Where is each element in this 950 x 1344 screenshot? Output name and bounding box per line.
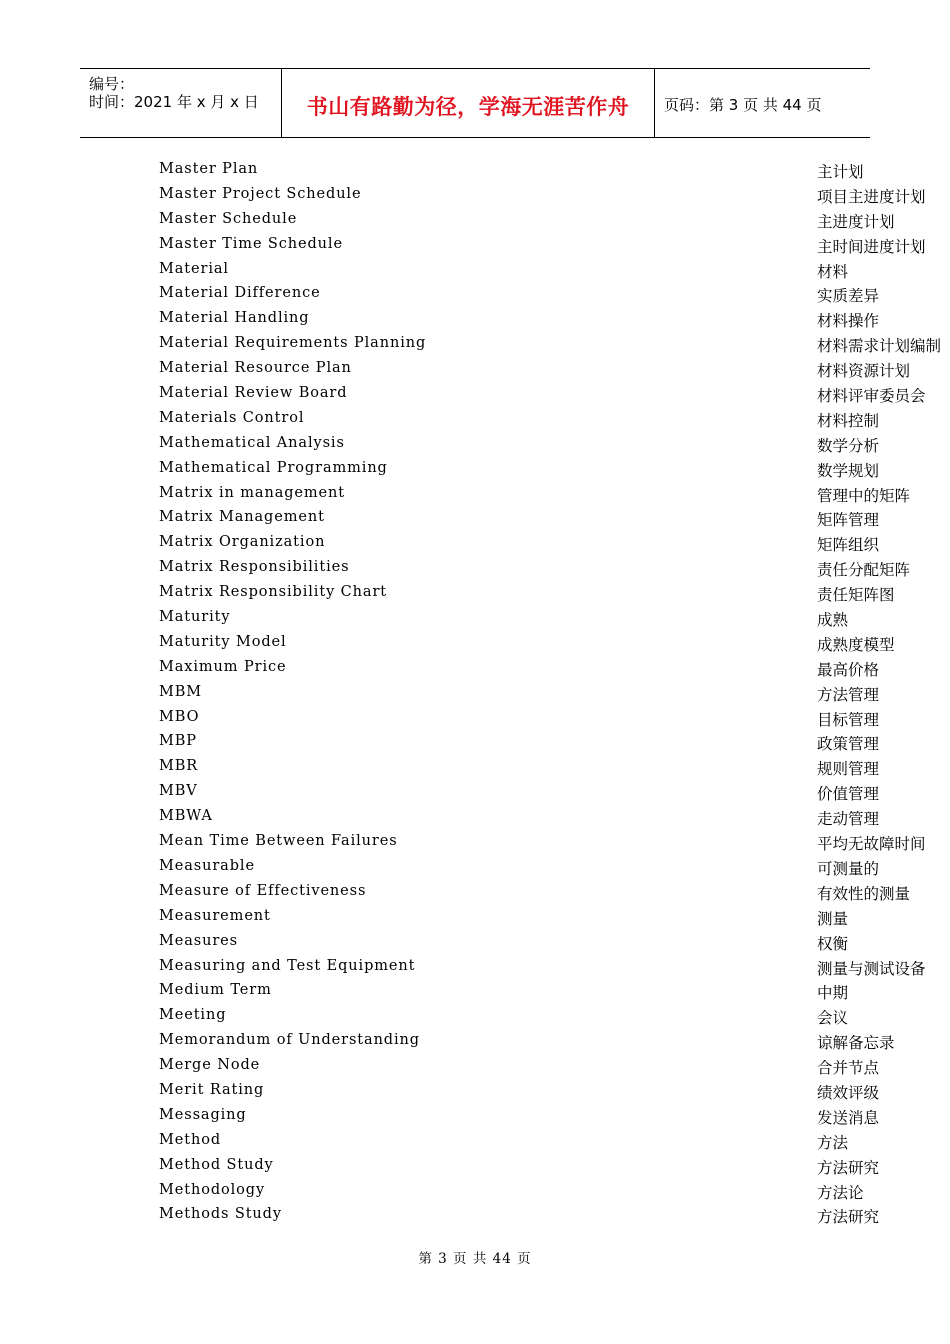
header-slogan-cell (281, 69, 655, 137)
glossary-row (0, 184, 950, 209)
term-chinese: 最高价格 (817, 660, 880, 679)
term-english: Matrix Management (159, 509, 325, 526)
glossary-row (0, 234, 950, 259)
glossary-row (0, 756, 950, 781)
glossary-row (0, 881, 950, 906)
term-english: Maturity (159, 609, 231, 626)
term-chinese: 方法研究 (817, 1158, 880, 1177)
term-english: Maturity Model (159, 633, 287, 650)
term-english: MBWA (159, 808, 213, 825)
term-english: MBV (159, 783, 198, 800)
glossary-row (0, 1155, 950, 1180)
term-chinese: 材料 (817, 262, 849, 281)
glossary-row (0, 408, 950, 433)
term-chinese: 实质差异 (817, 287, 880, 306)
term-chinese: 方法研究 (817, 1208, 880, 1227)
term-english: Memorandum of Understanding (159, 1032, 420, 1049)
term-english: Matrix in management (159, 484, 345, 501)
document-number-label: 编号： (89, 75, 135, 93)
term-chinese: 中期 (817, 984, 849, 1003)
glossary-list (0, 159, 950, 1229)
term-chinese: 权衡 (817, 934, 849, 953)
term-chinese: 管理中的矩阵 (817, 486, 911, 505)
term-chinese: 会议 (817, 1009, 849, 1028)
glossary-row (0, 806, 950, 831)
term-chinese: 成熟 (817, 611, 849, 630)
term-chinese: 项目主进度计划 (817, 187, 926, 206)
term-english: Method (159, 1131, 222, 1148)
term-chinese: 谅解备忘录 (817, 1034, 895, 1053)
term-chinese: 矩阵组织 (817, 536, 880, 555)
glossary-row (0, 980, 950, 1005)
term-english: Matrix Responsibility Chart (159, 584, 388, 601)
glossary-row (0, 283, 950, 308)
glossary-row (0, 507, 950, 532)
term-english: Measure of Effectiveness (159, 882, 367, 899)
glossary-row (0, 831, 950, 856)
glossary-row (0, 1080, 950, 1105)
term-chinese: 材料资源计划 (817, 362, 911, 381)
glossary-row (0, 731, 950, 756)
glossary-row (0, 707, 950, 732)
term-english: Mathematical Programming (159, 459, 388, 476)
term-english: Merge Node (159, 1057, 261, 1074)
glossary-row (0, 159, 950, 184)
term-chinese: 责任分配矩阵 (817, 561, 911, 580)
term-english: Maximum Price (159, 658, 287, 675)
term-english: Mean Time Between Failures (159, 833, 398, 850)
term-english: Material Resource Plan (159, 360, 352, 377)
term-chinese: 测量与测试设备 (817, 959, 926, 978)
term-chinese: 有效性的测量 (817, 884, 911, 903)
glossary-row (0, 607, 950, 632)
glossary-row (0, 358, 950, 383)
page-footer: 第 3 页 共 44 页 (418, 1251, 532, 1267)
glossary-row (0, 856, 950, 881)
glossary-row (0, 433, 950, 458)
term-chinese: 绩效评级 (817, 1083, 880, 1102)
term-chinese: 目标管理 (817, 710, 880, 729)
glossary-row (0, 458, 950, 483)
header-info-cell (80, 69, 280, 137)
term-english: Master Project Schedule (159, 185, 362, 202)
term-chinese: 方法管理 (817, 685, 880, 704)
term-english: Materials Control (159, 409, 305, 426)
term-chinese: 成熟度模型 (817, 635, 895, 654)
term-chinese: 测量 (817, 909, 849, 928)
glossary-row (0, 1130, 950, 1155)
term-english: Material Review Board (159, 385, 348, 402)
glossary-row (0, 1180, 950, 1205)
term-english: Messaging (159, 1106, 247, 1123)
term-english: Measurable (159, 857, 255, 874)
term-english: Material (159, 260, 229, 277)
glossary-row (0, 1204, 950, 1229)
glossary-row (0, 1030, 950, 1055)
term-chinese: 材料评审委员会 (817, 387, 926, 406)
glossary-row (0, 1005, 950, 1030)
term-chinese: 合并节点 (817, 1059, 880, 1078)
term-chinese: 数学分析 (817, 436, 880, 455)
glossary-row (0, 308, 950, 333)
glossary-row (0, 209, 950, 234)
term-chinese: 主计划 (817, 163, 864, 181)
term-english: MBO (159, 708, 200, 725)
term-chinese: 规则管理 (817, 760, 880, 779)
term-english: Medium Term (159, 982, 272, 999)
glossary-row (0, 383, 950, 408)
term-english: Meeting (159, 1007, 227, 1024)
header-page-number: 页码：第 3 页 共 44 页 (664, 96, 822, 114)
term-chinese: 主进度计划 (817, 212, 895, 231)
term-chinese: 价值管理 (817, 785, 880, 804)
glossary-row (0, 532, 950, 557)
glossary-row (0, 582, 950, 607)
glossary-row (0, 557, 950, 582)
glossary-row (0, 333, 950, 358)
term-chinese: 主时间进度计划 (817, 237, 926, 256)
glossary-row (0, 483, 950, 508)
term-english: Matrix Organization (159, 534, 326, 551)
term-chinese: 方法论 (817, 1183, 864, 1202)
term-english: Material Requirements Planning (159, 335, 427, 352)
term-english: Measurement (159, 907, 271, 924)
term-english: MBP (159, 733, 197, 750)
term-chinese: 政策管理 (817, 735, 880, 754)
glossary-row (0, 1055, 950, 1080)
glossary-row (0, 956, 950, 981)
glossary-row (0, 657, 950, 682)
term-chinese: 走动管理 (817, 810, 880, 829)
glossary-row (0, 682, 950, 707)
header-page-cell (654, 69, 870, 137)
term-english: Material Handling (159, 310, 310, 327)
term-chinese: 责任矩阵图 (817, 586, 895, 605)
term-english: Master Plan (159, 161, 259, 177)
term-english: Measures (159, 932, 239, 949)
page-header (80, 68, 870, 138)
glossary-row (0, 781, 950, 806)
header-slogan: 书山有路勤为径，学海无涯苦作舟 (306, 95, 630, 119)
term-english: Methods Study (159, 1206, 282, 1223)
term-chinese: 材料控制 (817, 411, 880, 430)
term-chinese: 发送消息 (817, 1108, 880, 1127)
term-english: Material Difference (159, 285, 321, 302)
glossary-row (0, 931, 950, 956)
term-chinese: 可测量的 (817, 859, 880, 878)
term-english: Matrix Responsibilities (159, 559, 350, 576)
term-english: Measuring and Test Equipment (159, 957, 416, 974)
term-chinese: 材料操作 (817, 312, 880, 331)
term-english: Master Time Schedule (159, 235, 343, 252)
term-chinese: 数学规划 (817, 461, 880, 480)
document-date-label: 时间：2021 年 x 月 x 日 (89, 93, 259, 111)
term-chinese: 材料需求计划编制 (817, 337, 942, 356)
term-chinese: 平均无故障时间 (817, 835, 926, 854)
glossary-row (0, 632, 950, 657)
term-english: Merit Rating (159, 1081, 265, 1098)
term-chinese: 方法 (817, 1133, 849, 1152)
glossary-row (0, 906, 950, 931)
term-english: MBR (159, 758, 199, 775)
glossary-row (0, 1105, 950, 1130)
term-english: MBM (159, 683, 203, 700)
term-english: Methodology (159, 1181, 266, 1198)
term-chinese: 矩阵管理 (817, 511, 880, 530)
term-english: Master Schedule (159, 210, 298, 227)
term-english: Mathematical Analysis (159, 434, 345, 451)
term-english: Method Study (159, 1156, 274, 1173)
glossary-row (0, 259, 950, 284)
